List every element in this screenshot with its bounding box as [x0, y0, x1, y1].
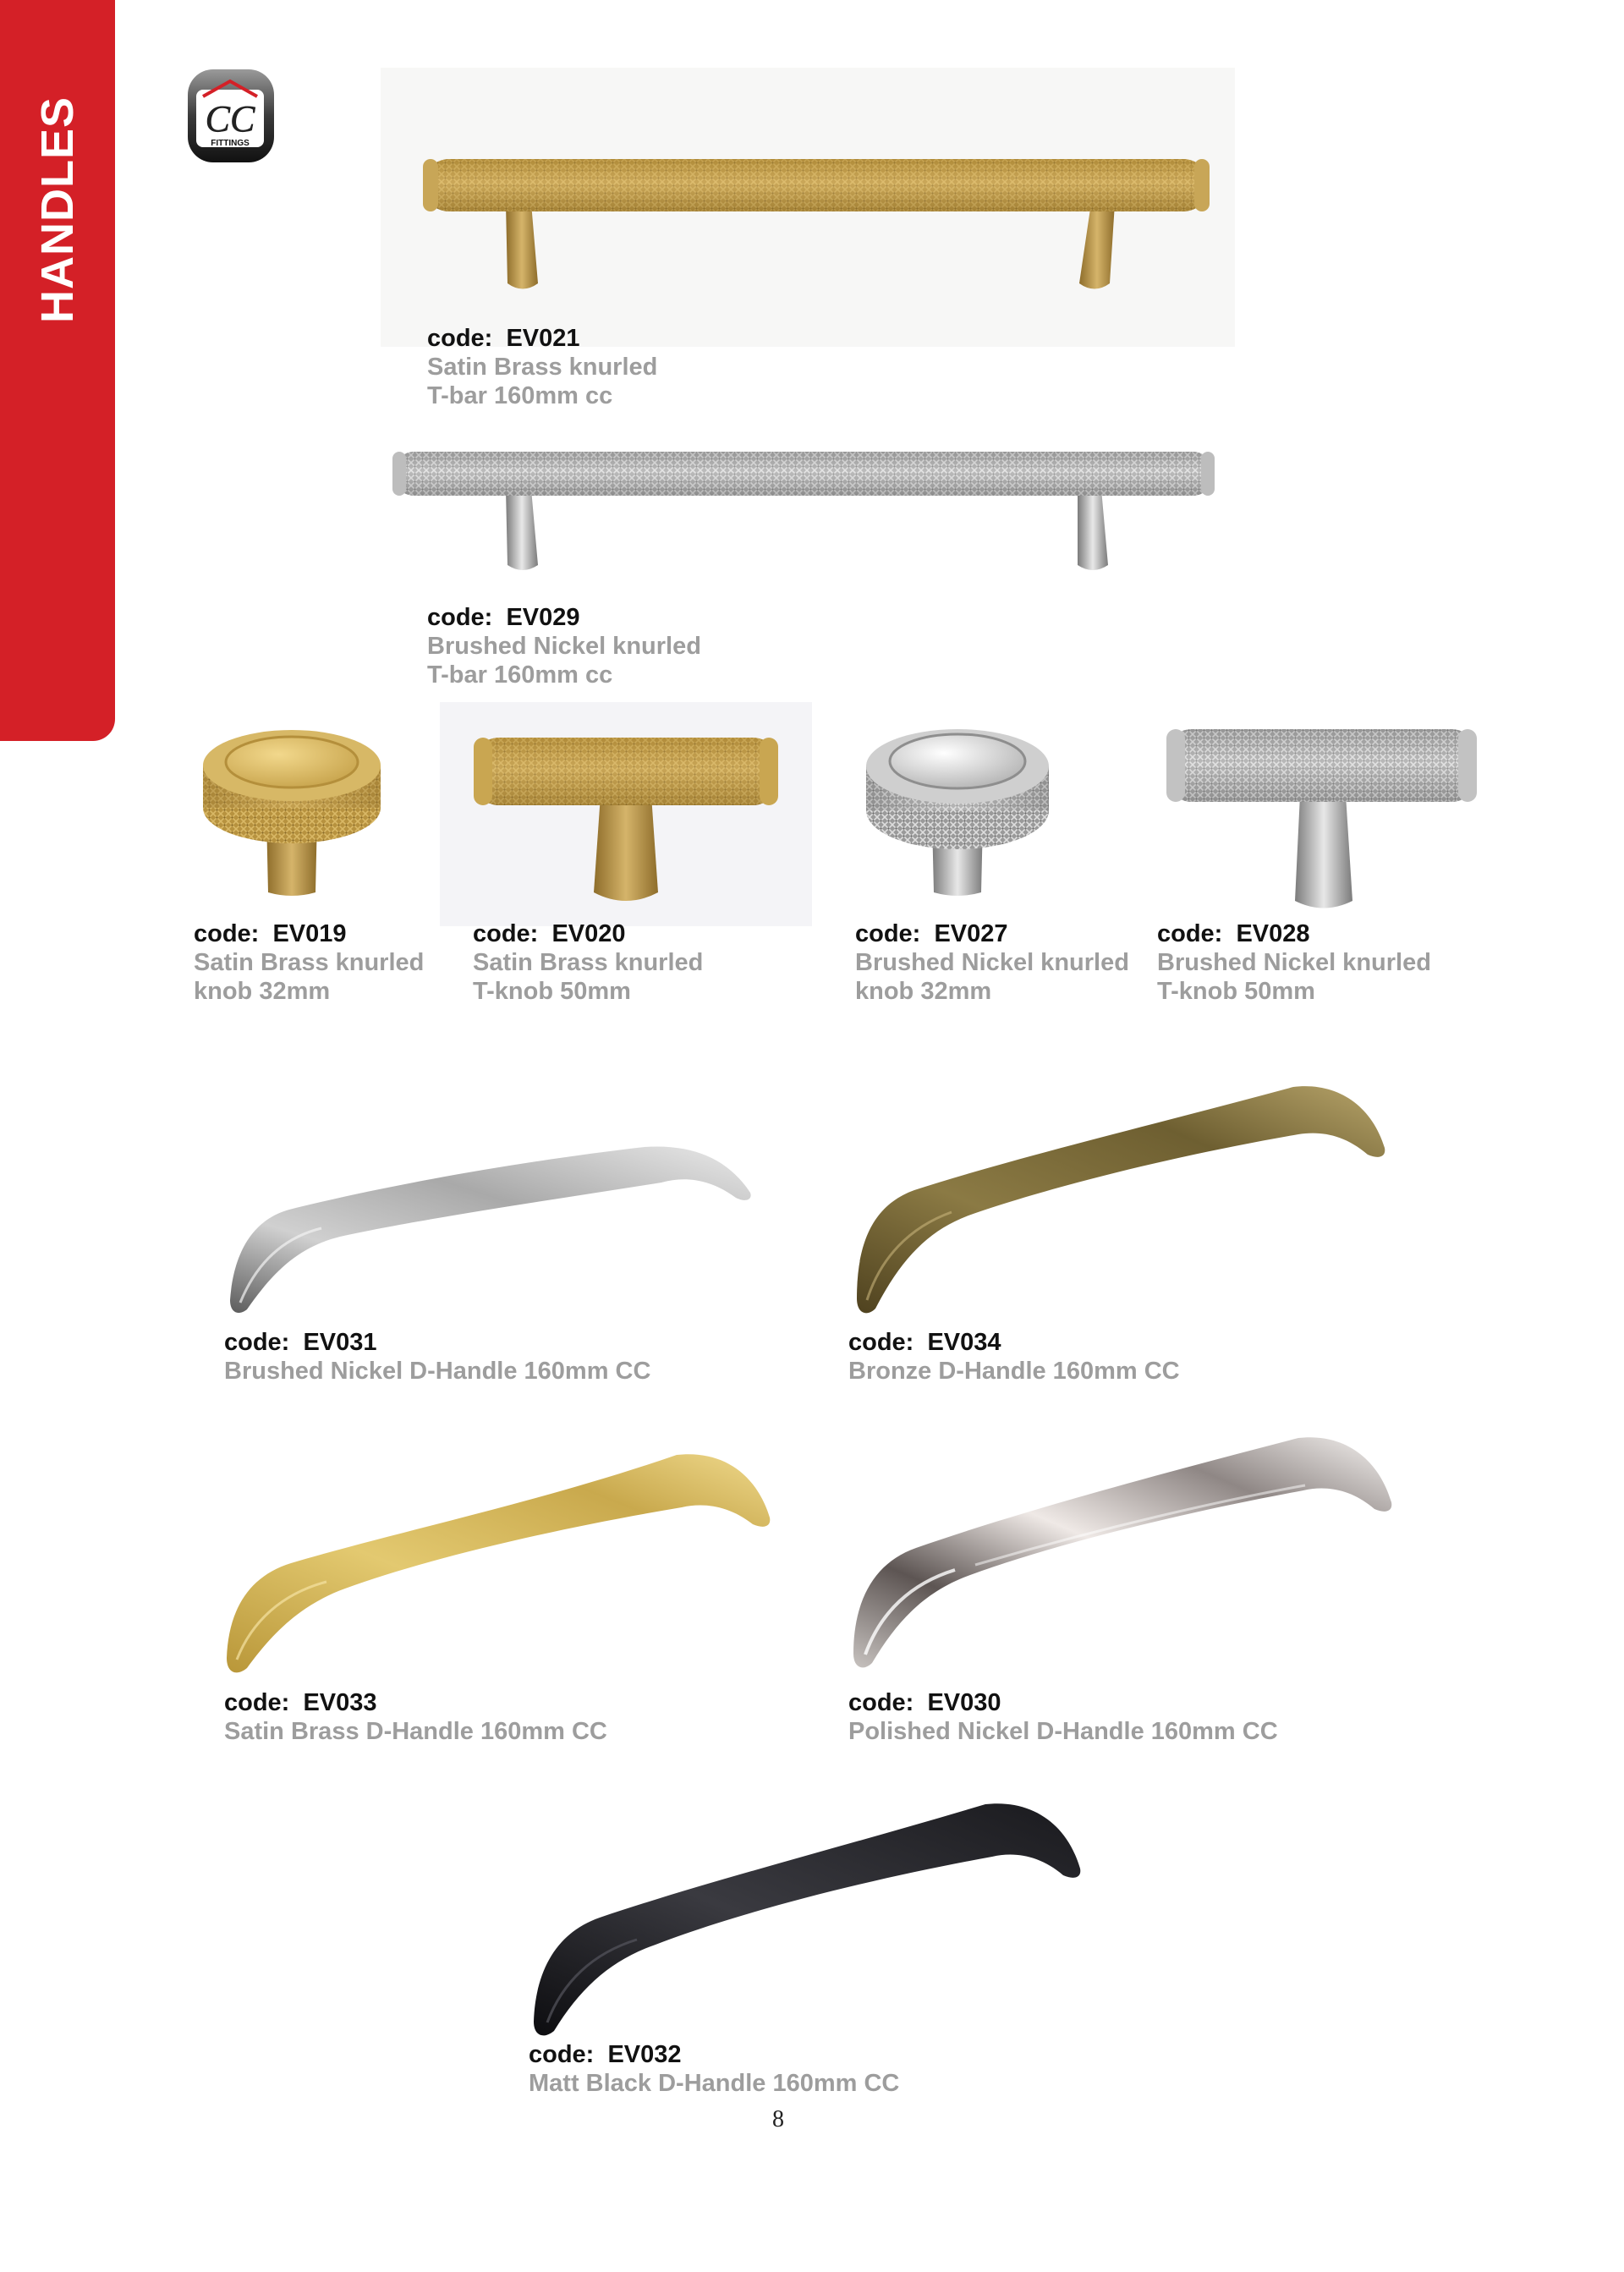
- section-tab: [0, 0, 115, 741]
- product-desc-line: Brushed Nickel knurled: [855, 949, 1129, 976]
- product-caption-ev031: [224, 1328, 650, 1386]
- product-caption-ev033: [224, 1688, 607, 1746]
- product-code: code: EV028: [1157, 920, 1310, 947]
- logo-subtext: FITTINGS: [211, 139, 250, 148]
- product-desc-line: Bronze D-Handle 160mm CC: [848, 1358, 1180, 1385]
- product-desc-line: T-bar 160mm cc: [427, 382, 613, 409]
- product-photo-ev032: [529, 1797, 1087, 2039]
- product-photo-ev034: [850, 1078, 1391, 1315]
- product-code: code: EV034: [848, 1329, 1001, 1356]
- product-code: code: EV030: [848, 1689, 1001, 1716]
- product-code: code: EV031: [224, 1329, 377, 1356]
- cc-fittings-logo: [186, 68, 276, 164]
- product-desc-line: Satin Brass knurled: [194, 949, 425, 976]
- section-title: HANDLES: [32, 96, 83, 324]
- product-desc-line: knob 32mm: [194, 978, 331, 1005]
- product-caption-ev034: [848, 1328, 1180, 1386]
- product-code: code: EV021: [427, 325, 580, 352]
- product-desc-line: T-knob 50mm: [1157, 978, 1315, 1005]
- product-desc-line: Satin Brass knurled: [427, 354, 658, 381]
- product-caption-ev028: [1157, 919, 1431, 1006]
- product-desc-line: Brushed Nickel D-Handle 160mm CC: [224, 1358, 651, 1385]
- product-code: code: EV020: [473, 920, 626, 947]
- product-code: code: EV032: [529, 2041, 682, 2068]
- product-desc-line: T-bar 160mm cc: [427, 661, 613, 689]
- product-caption-ev020: [473, 919, 703, 1006]
- product-desc-line: Satin Brass D-Handle 160mm CC: [224, 1718, 607, 1745]
- product-desc-line: Matt Black D-Handle 160mm CC: [529, 2070, 900, 2097]
- product-code: code: EV029: [427, 604, 580, 631]
- product-photo-ev033: [222, 1446, 776, 1675]
- product-caption-ev019: [194, 919, 424, 1006]
- product-caption-ev021: [427, 324, 657, 410]
- product-caption-ev030: [848, 1688, 1278, 1746]
- product-photo-ev020: [440, 702, 812, 926]
- product-photo-ev030: [848, 1430, 1398, 1671]
- product-caption-ev027: [855, 919, 1129, 1006]
- product-desc-line: Brushed Nickel knurled: [427, 633, 701, 660]
- product-desc-line: knob 32mm: [855, 978, 992, 1005]
- product-photo-ev029: [381, 440, 1235, 584]
- product-code: code: EV027: [855, 920, 1008, 947]
- product-code: code: EV033: [224, 1689, 377, 1716]
- logo-letters: CC: [205, 98, 255, 140]
- product-photo-ev019: [190, 715, 393, 901]
- product-desc-line: T-knob 50mm: [473, 978, 631, 1005]
- product-caption-ev032: [529, 2040, 899, 2098]
- product-photo-ev028: [1155, 719, 1489, 918]
- product-photo-ev021: [381, 68, 1235, 347]
- product-desc-line: Polished Nickel D-Handle 160mm CC: [848, 1718, 1278, 1745]
- product-desc-line: Satin Brass knurled: [473, 949, 704, 976]
- product-code: code: EV019: [194, 920, 347, 947]
- product-caption-ev029: [427, 603, 701, 689]
- product-photo-ev027: [854, 711, 1062, 901]
- product-photo-ev031: [222, 1110, 763, 1317]
- page-number: 8: [772, 2106, 784, 2132]
- product-desc-line: Brushed Nickel knurled: [1157, 949, 1431, 976]
